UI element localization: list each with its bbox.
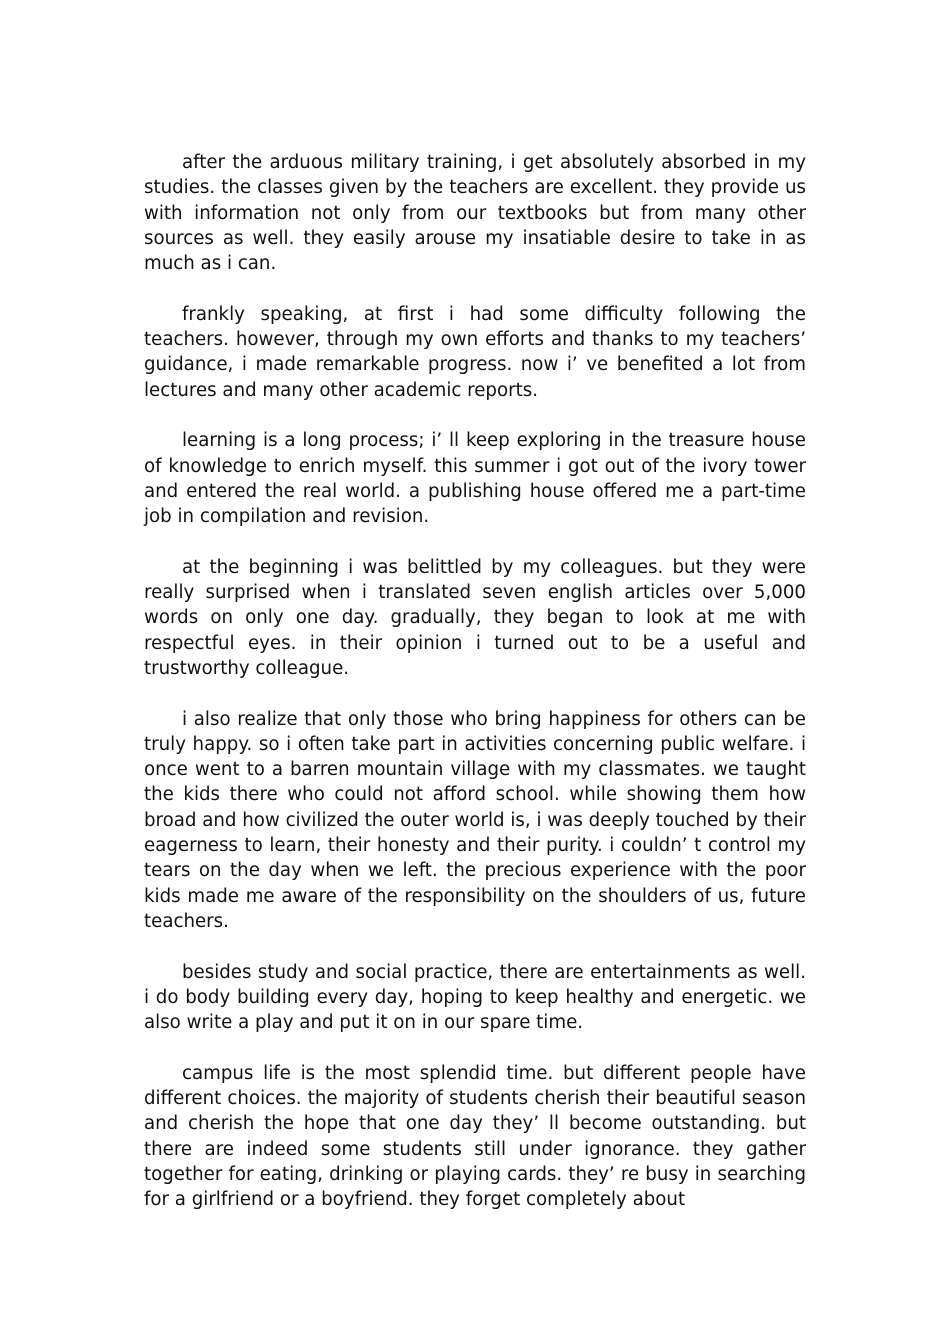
paragraph-military-training: after the arduous military training, i get absolutely absorbed in my studies. the classes given by the teachers are excellent. they provide us with information not only from our textbooks but from many other sources as well. they easily arouse my insatiable desire to take in as much as i can. (144, 152, 806, 275)
paragraph-campus-life: campus life is the most splendid time. but different people have different choices. the majority of students cherish their beautiful season and cherish the hope that one day they’ ll become outstanding. but there are indeed some students still under ignorance. they gather together for eating, drinking or playing cards. they’ re busy in searching for a girlfriend or a boyfriend. they forget completely about (144, 1062, 806, 1211)
paragraph-colleagues: at the beginning i was belittled by my colleagues. but they were really surprised when i translated seven english articles over 5,000 words on only one day. gradually, they began to look at me with respectful eyes. in their opinion i turned out to be a useful and trustworthy colleague. (144, 556, 806, 679)
paragraph-learning-process: learning is a long process; i’ ll keep exploring in the treasure house of knowledge to enrich myself. this summer i got out of the ivory tower and entered the real world. a publishing house offered me a part-time job in compilation and revision. (144, 430, 806, 528)
paragraph-following-teachers: frankly speaking, at first i had some difficulty following the teachers. however, through my own efforts and thanks to my teachers’ guidance, i made remarkable progress. now i’ ve benefited a lot from lectures and many other academic reports. (144, 303, 806, 401)
document-body (144, 150, 806, 1212)
paragraph-public-welfare: i also realize that only those who bring happiness for others can be truly happy. so i often take part in activities concerning public welfare. i once went to a barren mountain village with my classmates. we taught the kids there who could not afford school. while showing them how broad and how civilized the outer world is, i was deeply touched by their eagerness to learn, their honesty and their purity. i couldn’ t control my tears on the day when we left. the precious experience with the poor kids made me aware of the responsibility on the shoulders of us, future teachers. (144, 708, 806, 932)
paragraph-entertainments: besides study and social practice, there are entertainments as well. i do body building every day, hoping to keep healthy and energetic. we also write a play and put it on in our spare time. (144, 961, 806, 1034)
